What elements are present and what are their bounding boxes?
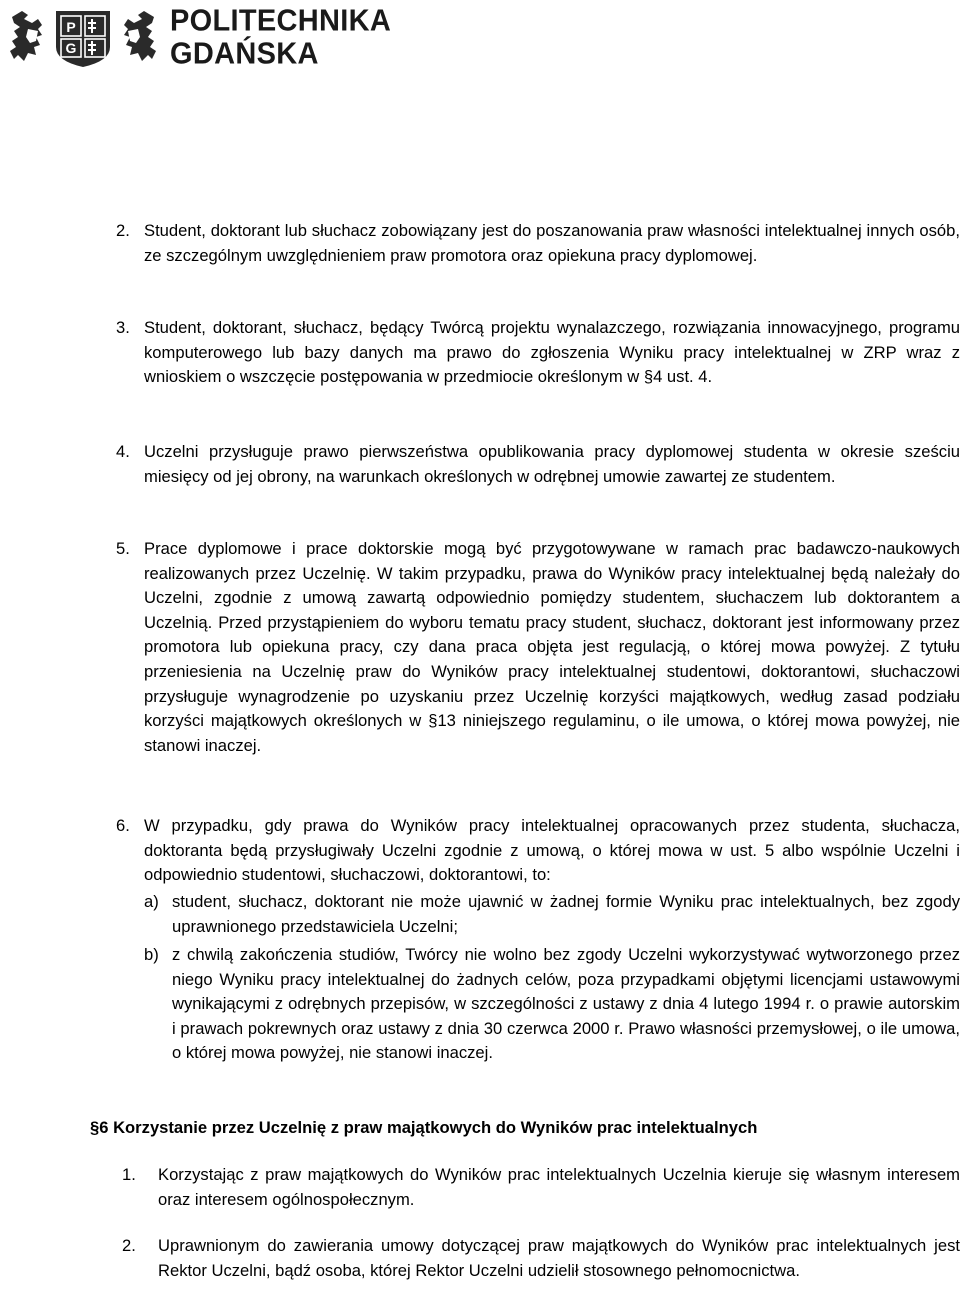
sub-list-item — [144, 943, 960, 1066]
sub-list-item — [144, 890, 960, 939]
list-item-number: 2. — [116, 221, 130, 240]
logo-line-1: POLITECHNIKA — [170, 4, 392, 38]
list-item-number: 5. — [116, 539, 130, 558]
sub-list-item-label: a) — [144, 892, 159, 911]
list-item-text: Student, doktorant lub słuchacz zobowiązany jest do poszanowania praw własności intelektualnej innych osób, ze szczególnym uwzględnieniem praw promotora oraz opiekuna pracy dyplomowej. — [144, 221, 960, 265]
list-item-text: Korzystając z praw majątkowych do Wyników prac intelektualnych Uczelnia kieruje się własnym interesem oraz interesem ogólnospołecznym. — [158, 1165, 960, 1209]
sub-list-item-text: student, słuchacz, doktorant nie może ujawnić w żadnej formie Wyniku prac intelektualnych, bez zgody uprawnionego przedstawiciela Uczelni; — [172, 892, 960, 936]
list-item-text: Uprawnionym do zawierania umowy dotyczącej praw majątkowych do Wyników prac intelektualnych jest Rektor Uczelni, bądź osoba, której Rektor Uczelni udzielił stosownego pełnomocnictwa. — [158, 1236, 960, 1280]
list-item — [122, 1163, 960, 1212]
section-heading: §6 Korzystanie przez Uczelnię z praw majątkowych do Wyników prac intelektualnych — [90, 1118, 758, 1137]
list-item — [116, 814, 960, 888]
list-item-number: 1. — [122, 1165, 136, 1184]
sub-list-item-label: b) — [144, 945, 159, 964]
logo-wordmark — [170, 4, 392, 71]
list-item — [116, 537, 960, 758]
svg-text:P: P — [66, 19, 76, 35]
list-item-number: 4. — [116, 442, 130, 461]
list-item — [116, 316, 960, 390]
list-item-number: 6. — [116, 816, 130, 835]
list-item-text: Student, doktorant, słuchacz, będący Twórcą projektu wynalazczego, rozwiązania innowacyjnego, programu komputerowego lub bazy danych ma prawo do zgłoszenia Wyniku pracy intelektualnej w ZRP wraz z wnioskiem o wszczęcie postępowania w przedmiocie określonym w §4 ust. 4. — [144, 318, 960, 387]
university-emblem-icon — [8, 7, 158, 69]
sub-list-item-text: z chwilą zakończenia studiów, Twórcy nie wolno bez zgody Uczelni wykorzystywać wytworzonego przez niego Wyniku pracy intelektualnej do żadnych celów, poza przypadkami objętymi licencjami ustawowymi wynikającymi z odrębnych przepisów, w szczególności z ustawy z dnia 4 lutego 1994 r. o prawie autorskim i prawach pokrewnych oraz ustawy z dnia 30 czerwca 2000 r. Prawo własności przemysłowej, o ile umowa, o której mowa powyżej, nie stanowi inaczej. — [172, 945, 960, 1063]
list-item-text: Prace dyplomowe i prace doktorskie mogą być przygotowywane w ramach prac badawczo-naukowych realizowanych przez Uczelnię. W takim przypadku, prawa do Wyników pracy intelektualnej będą należały do Uczelni, zgodnie z umową zawartą odpowiednio pomiędzy studentem, słuchaczem lub doktorantem a Uczelnią. Przed przystąpieniem do wyboru tematu pracy student, słuchacz, doktorant jest informowany przez promotora lub opiekuna pracy, czy dana praca objęta jest regulacją, o której mowa powyżej. Z tytułu przeniesienia na Uczelnię praw do Wyników pracy intelektualnej studentowi, doktorantowi, słuchaczowi przysługuje wynagrodzenie po uzyskaniu przez Uczelnię korzyści majątkowych, według zasad podziału korzyści majątkowych określonych w §13 niniejszego regulaminu, o ile umowa, o której mowa powyżej, nie stanowi inaczej. — [144, 539, 960, 755]
list-item-text: W przypadku, gdy prawa do Wyników pracy intelektualnej opracowanych przez studenta, słuchacza, doktoranta będą przysługiwały Uczelni zgodnie z umową, o której mowa w ust. 5 albo wspólnie Uczelni i odpowiednio studentowi, słuchaczowi, doktorantowi, to: — [144, 816, 960, 885]
list-item-number: 3. — [116, 318, 130, 337]
list-item-text: Uczelni przysługuje prawo pierwszeństwa opublikowania pracy dyplomowej studenta w okresie sześciu miesięcy od jej obrony, na warunkach określonych w odrębnej umowie zawartej ze studentem. — [144, 442, 960, 486]
header — [8, 4, 391, 72]
svg-text:G: G — [65, 40, 77, 56]
list-item — [122, 1234, 960, 1283]
list-item-number: 2. — [122, 1236, 136, 1255]
list-item — [116, 219, 960, 268]
logo-line-2: GDAŃSKA — [170, 37, 319, 71]
list-item — [116, 440, 960, 489]
